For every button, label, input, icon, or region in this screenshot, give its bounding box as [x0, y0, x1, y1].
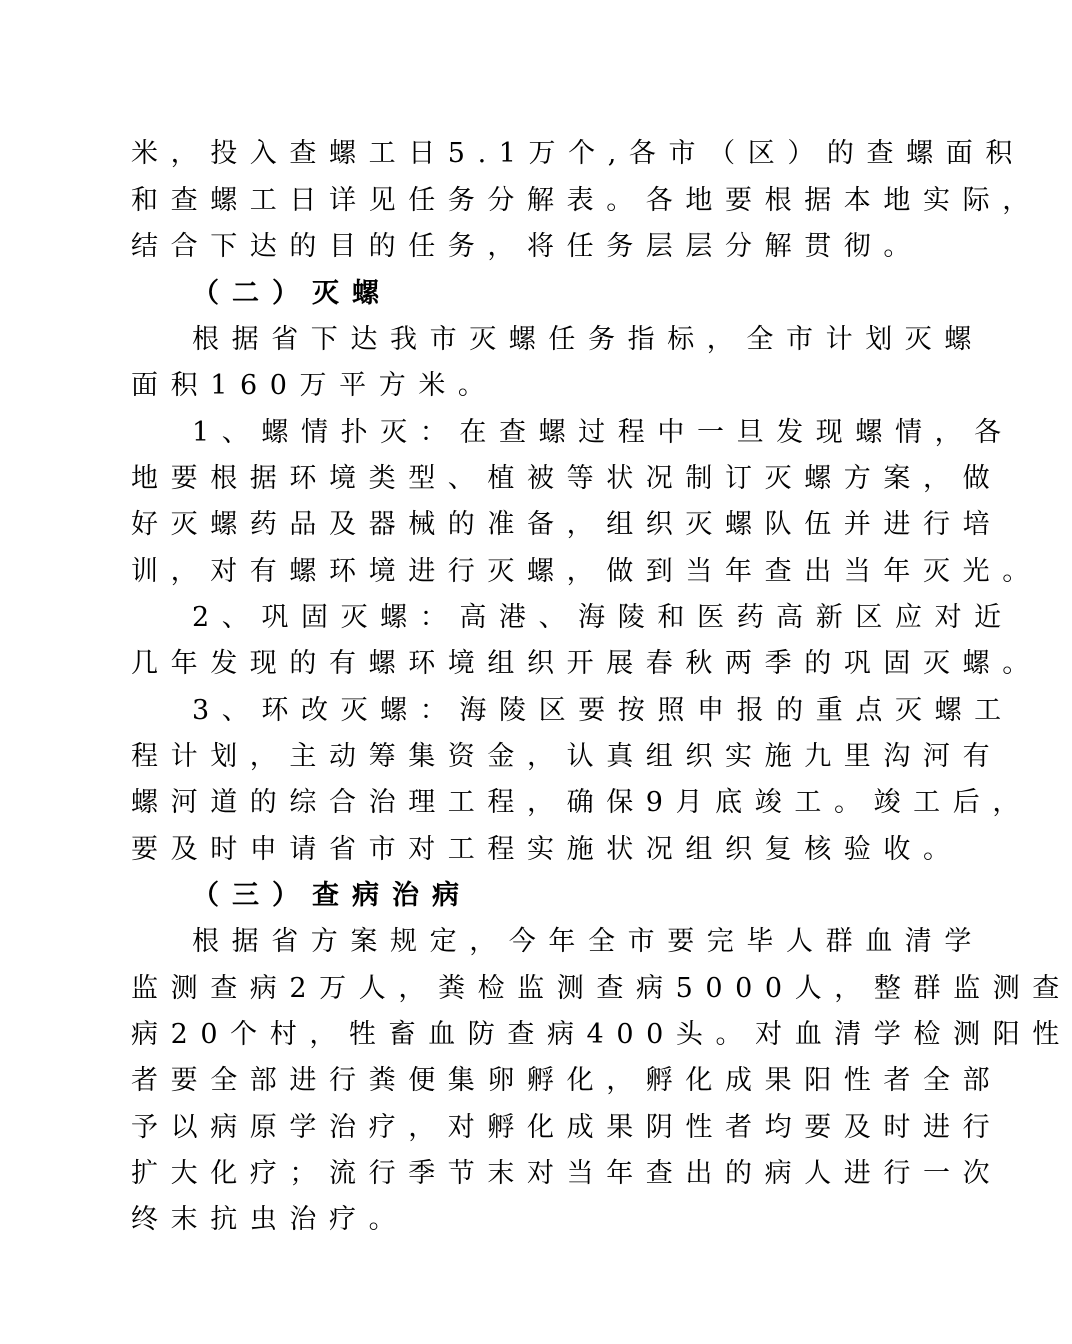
paragraph-line: 面积160万平方米。	[131, 370, 498, 401]
paragraph-line: 米，投入查螺工日5.1万个,各市（区）的查螺面积	[131, 138, 1025, 169]
paragraph-line: 予以病原学治疗，对孵化成果阴性者均要及时进行	[131, 1112, 1003, 1143]
paragraph-line: 和查螺工日详见任务分解表。各地要根据本地实际，	[131, 185, 1042, 216]
paragraph-line: 1、螺情扑灭：在查螺过程中一旦发现螺情，各	[192, 417, 1014, 448]
paragraph-line: 3、环改灭螺：海陵区要按照申报的重点灭螺工	[192, 695, 1014, 726]
paragraph-line: 2、巩固灭螺：高港、海陵和医药高新区应对近	[192, 602, 1014, 633]
paragraph-line: 好灭螺药品及器械的准备，组织灭螺队伍并进行培	[131, 509, 1003, 540]
paragraph-line: 根据省下达我市灭螺任务指标，全市计划灭螺	[192, 324, 984, 355]
paragraph-line: 根据省方案规定，今年全市要完毕人群血清学	[192, 926, 984, 957]
section-heading: （二）灭螺	[192, 278, 392, 309]
paragraph-line: 病20个村，牲畜血防查病400头。对血清学检测阳性	[131, 1019, 1072, 1050]
paragraph-line: 结合下达的目的任务，将任务层层分解贯彻。	[131, 231, 923, 262]
section-heading: （三）查病治病	[192, 880, 472, 911]
paragraph-line: 扩大化疗；流行季节末对当年查出的病人进行一次	[131, 1158, 1003, 1189]
paragraph-line: 程计划，主动筹集资金，认真组织实施九里沟河有	[131, 741, 1003, 772]
paragraph-line: 监测查病2万人，粪检监测查病5000人，整群监测查	[131, 973, 1072, 1004]
paragraph-line: 终末抗虫治疗。	[131, 1204, 409, 1235]
paragraph-line: 训，对有螺环境进行灭螺，做到当年查出当年灭光。	[131, 556, 1042, 587]
paragraph-line: 几年发现的有螺环境组织开展春秋两季的巩固灭螺。	[131, 648, 1042, 679]
paragraph-line: 者要全部进行粪便集卵孵化，孵化成果阳性者全部	[131, 1065, 1003, 1096]
paragraph-line: 要及时申请省市对工程实施状况组织复核验收。	[131, 834, 963, 865]
paragraph-line: 螺河道的综合治理工程，确保9月底竣工。竣工后，	[131, 787, 1032, 818]
paragraph-line: 地要根据环境类型、植被等状况制订灭螺方案，做	[131, 463, 1003, 494]
